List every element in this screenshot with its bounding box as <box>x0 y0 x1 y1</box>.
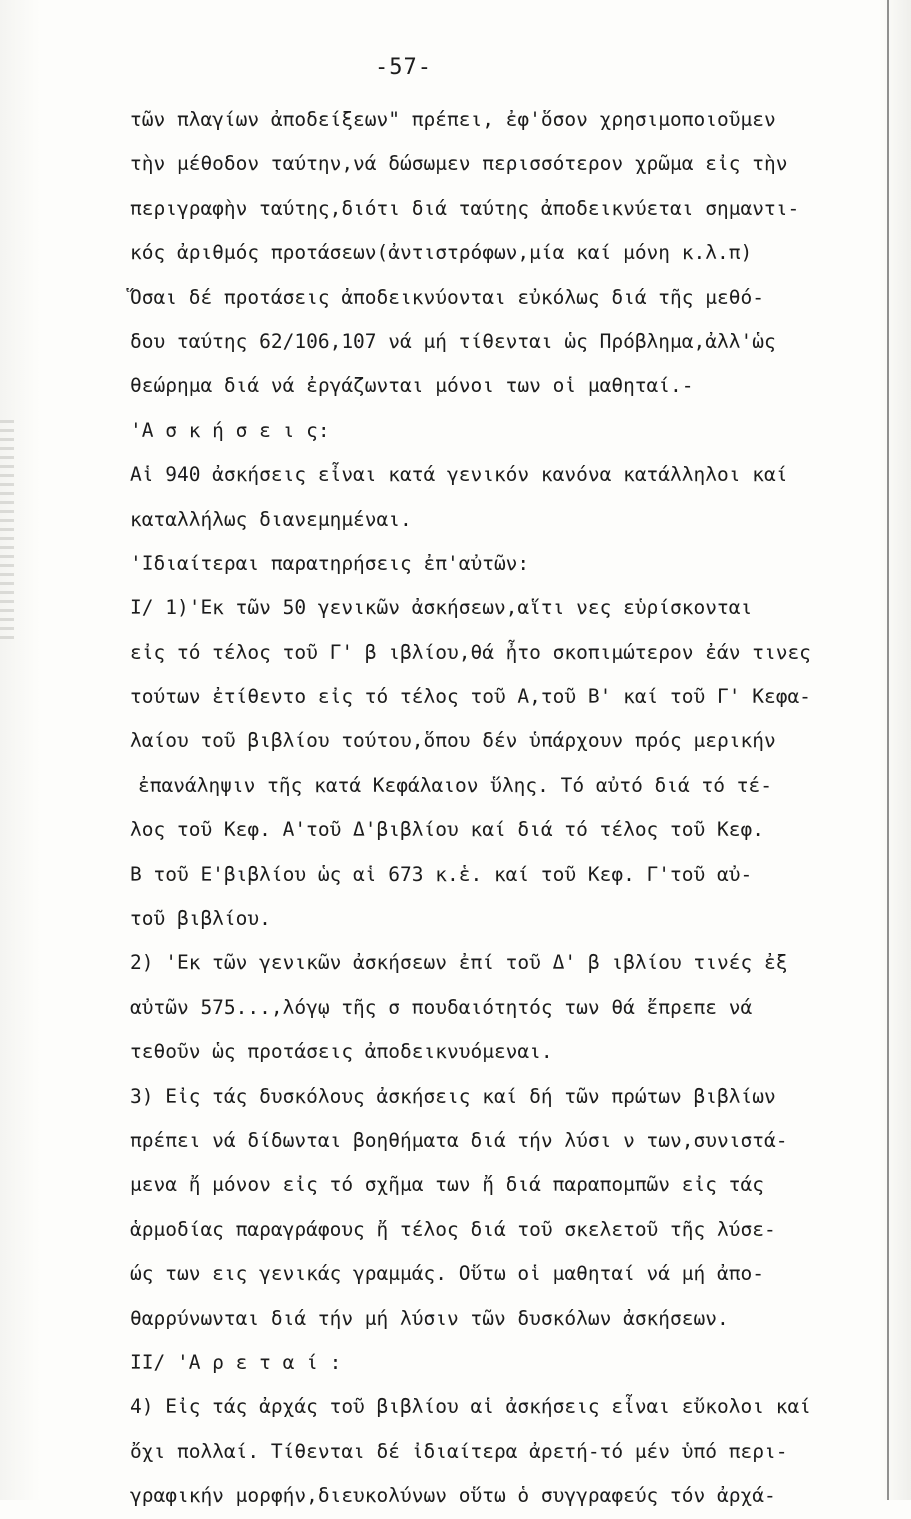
text-line: αὐτῶν 575...,λόγῳ τῆς σ πουδαιότητός των θά ἔπρεπε νά <box>130 995 753 1019</box>
binding-shadow <box>0 420 14 640</box>
text-line: 4) Εἰς τάς ἀρχάς τοῦ βιβλίου αἱ ἀσκήσεις εἶναι εὔκολοι καί <box>130 1395 811 1419</box>
text-line: ἁρμοδίας παραγράφους ἤ τέλος διά τοῦ σκελετοῦ τῆς λύσε- <box>130 1217 776 1241</box>
text-line: τεθοῦν ὡς προτάσεις ἀποδεικνυόμεναι. <box>130 1040 553 1064</box>
text-line: Ι/ 1)'Εκ τῶν 50 γενικῶν ἀσκήσεων,αἵτι νες εὑρίσκονται <box>130 596 753 620</box>
body-text <box>130 98 875 1519</box>
text-line: ώς των εις γενικάς γραμμάς. Οὕτω οἱ μαθηταί νά μή ἀπο- <box>130 1262 764 1286</box>
subheading-remarks: 'Ιδιαίτεραι παρατηρήσεις ἐπ'αὐτῶν: <box>130 551 530 575</box>
text-line: κός ἀριθμός προτάσεων(ἀντιστρόφων,μία καί μόνη κ.λ.π) <box>130 241 753 265</box>
text-line: τούτων ἐτίθεντο εἰς τό τέλος τοῦ Α,τοῦ Β' καί τοῦ Γ' Κεφα- <box>130 685 811 709</box>
text-line: 2) 'Εκ τῶν γενικῶν ἀσκήσεων ἐπί τοῦ Δ' β ιβλίου τινές ἐξ <box>130 951 788 975</box>
text-line: τὴν μέθοδον ταύτην,νά δώσωμεν περισσότερον χρῶμα εἰς τὴν <box>130 152 788 176</box>
text-line: 3) Εἰς τάς δυσκόλους ἀσκήσεις καί δή τῶν πρώτων βιβλίων <box>130 1084 776 1108</box>
text-line: εἰς τό τέλος τοῦ Γ' β ιβλίου,θά ἦτο σκοπιμώτερον ἐάν τινες <box>130 640 811 664</box>
text-line: Αἱ 940 ἀσκήσεις εἶναι κατά γενικόν κανόνα κατάλληλοι καί <box>130 463 788 487</box>
page-edge-line <box>887 0 889 1500</box>
text-line: λος τοῦ Κεφ. Α'τοῦ Δ'βιβλίου καί διά τό τέλος τοῦ Κεφ. <box>130 818 764 842</box>
text-line: γραφικήν μορφήν,διευκολύνων οὕτω ὁ συγγραφεύς τόν ἀρχά- <box>130 1484 776 1508</box>
section-heading-virtues: ΙΙ/ 'Α ρ ε τ α ί : <box>130 1350 342 1374</box>
text-line: τῶν πλαγίων ἀποδείξεων" πρέπει, ἐφ'ὅσον χρησιμοποιοῦμεν <box>130 108 776 131</box>
text-line: καταλλήλως διανεμημέναι. <box>130 507 412 531</box>
text-line: Ὅσαι δέ προτάσεις ἀποδεικνύονται εὐκόλως διά τῆς μεθό- <box>130 285 764 309</box>
text-line: λαίου τοῦ βιβλίου τούτου,ὅπου δέν ὑπάρχουν πρός μερικήν <box>130 729 776 753</box>
text-line: θεώρημα διά νά ἐργάζωνται μόνοι των οἱ μαθηταί.- <box>130 374 694 398</box>
page-number: -57- <box>375 55 432 80</box>
text-line: θαρρύνωνται διά τήν μή λύσιν τῶν δυσκόλων ἀσκήσεων. <box>130 1306 729 1330</box>
text-line: τοῦ βιβλίου. <box>130 907 271 931</box>
text-line: πρέπει νά δίδωνται βοηθήματα διά τήν λύσι ν των,συνιστά- <box>130 1128 788 1152</box>
text-line: ὄχι πολλαί. Τίθενται δέ ἰδιαίτερα ἀρετή-τό μέν ὑπό περι- <box>130 1439 788 1463</box>
text-line: Β τοῦ Ε'βιβλίου ὡς αἱ 673 κ.ἑ. καί τοῦ Κεφ. Γ'τοῦ αὐ- <box>130 862 753 886</box>
text-line: περιγραφὴν ταύτης,διότι διά ταύτης ἀποδεικνύεται σημαντι- <box>130 196 800 220</box>
text-line: μενα ἤ μόνον εἰς τό σχῆμα των ἤ διά παραπομπῶν εἰς τάς <box>130 1173 764 1197</box>
text-line: δου ταύτης 62/106,107 νά μή τίθενται ὡς Πρόβλημα,ἀλλ'ὡς <box>130 329 776 353</box>
section-heading-exercises: 'Α σ κ ή σ ε ι ς: <box>130 418 330 442</box>
text-line: ἐπανάληψιν τῆς κατά Κεφάλαιον ὕλης. Τό αὐτό διά τό τέ- <box>138 773 772 797</box>
